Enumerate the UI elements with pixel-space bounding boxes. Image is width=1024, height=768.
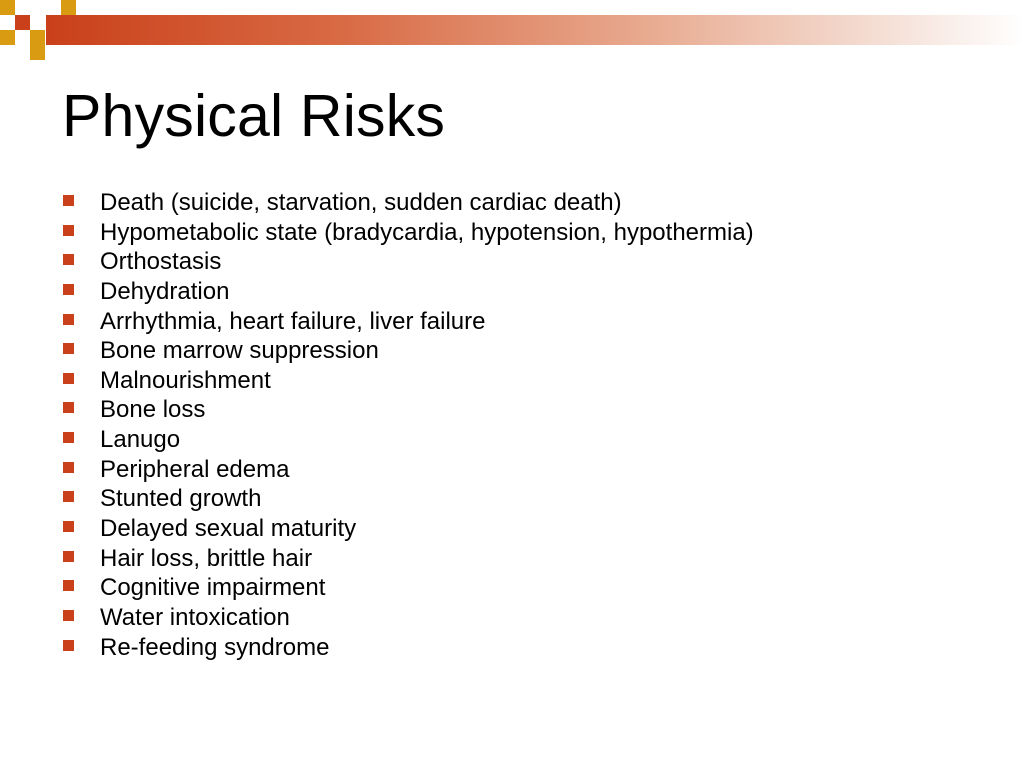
decor-square-red <box>15 15 30 30</box>
square-bullet-icon <box>63 284 74 295</box>
list-item <box>62 573 754 603</box>
list-item <box>62 455 754 485</box>
list-item <box>62 425 754 455</box>
square-bullet-icon <box>63 343 74 354</box>
decor-square-gold-top-left <box>0 0 15 15</box>
list-item <box>62 188 754 218</box>
square-bullet-icon <box>63 491 74 502</box>
list-item <box>62 247 754 277</box>
square-bullet-icon <box>63 640 74 651</box>
list-item-text: Delayed sexual maturity <box>100 515 357 543</box>
square-bullet-icon <box>63 610 74 621</box>
square-bullet-icon <box>63 551 74 562</box>
header-gradient-bar <box>46 15 1024 45</box>
list-item-text: Stunted growth <box>100 485 262 513</box>
square-bullet-icon <box>63 580 74 591</box>
list-item <box>62 336 754 366</box>
list-item <box>62 484 754 514</box>
list-item <box>62 366 754 396</box>
bullet-list <box>62 188 754 662</box>
list-item <box>62 514 754 544</box>
decor-square-gold-bottom-b <box>30 45 45 60</box>
list-item-text: Lanugo <box>100 426 181 454</box>
square-bullet-icon <box>63 521 74 532</box>
list-item <box>62 633 754 663</box>
list-item-text: Malnourishment <box>100 366 271 394</box>
list-item-text: Hypometabolic state (bradycardia, hypotension, hypothermia) <box>100 218 754 246</box>
decor-square-gold-bottom-a <box>30 30 45 45</box>
square-bullet-icon <box>63 195 74 206</box>
list-item-text: Hair loss, brittle hair <box>100 544 313 572</box>
list-item <box>62 277 754 307</box>
list-item-text: Dehydration <box>100 277 230 305</box>
list-item <box>62 544 754 574</box>
list-item-text: Arrhythmia, heart failure, liver failure <box>100 307 486 335</box>
square-bullet-icon <box>63 373 74 384</box>
list-item-text: Death (suicide, starvation, sudden cardiac death) <box>100 189 622 216</box>
header-decoration <box>0 0 1024 62</box>
list-item <box>62 307 754 337</box>
square-bullet-icon <box>63 462 74 473</box>
list-item <box>62 395 754 425</box>
list-item <box>62 603 754 633</box>
list-item-text: Re-feeding syndrome <box>100 633 330 661</box>
slide-title: Physical Risks <box>62 83 446 149</box>
decor-square-gold-middle <box>0 30 15 45</box>
list-item-text: Bone marrow suppression <box>100 337 379 365</box>
list-item-text: Peripheral edema <box>100 455 290 483</box>
list-item <box>62 218 754 248</box>
square-bullet-icon <box>63 402 74 413</box>
list-item-text: Water intoxication <box>100 603 290 631</box>
square-bullet-icon <box>63 254 74 265</box>
square-bullet-icon <box>63 225 74 236</box>
decor-square-gold-top-right <box>61 0 76 15</box>
square-bullet-icon <box>63 432 74 443</box>
list-item-text: Orthostasis <box>100 248 222 276</box>
square-bullet-icon <box>63 314 74 325</box>
list-item-text: Cognitive impairment <box>100 574 326 602</box>
list-item-text: Bone loss <box>100 396 206 424</box>
